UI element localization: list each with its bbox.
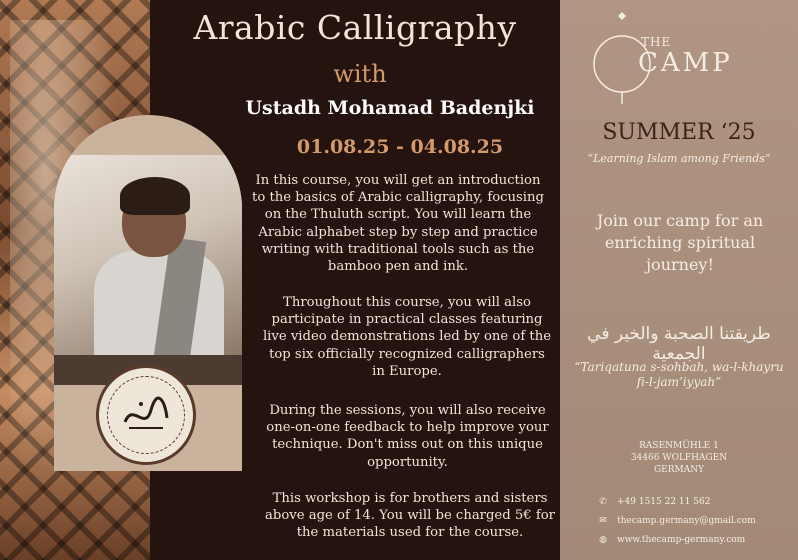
description-paragraph-3: During the sessions, you will also receive one-on-one feedback to help improve your technique. Don't miss out on this unique opportunity.: [266, 403, 549, 470]
website-url: www.thecamp-germany.com: [617, 535, 746, 545]
instructor-photo: [54, 155, 242, 355]
teacher-name: Ustadh Mohamad Badenjki: [245, 97, 535, 119]
whatsapp-icon: ✆: [599, 497, 607, 507]
phone-contact[interactable]: [597, 497, 710, 507]
flyer-title: Arabic Calligraphy: [193, 8, 517, 47]
website-link[interactable]: [597, 535, 745, 545]
mail-icon: ✉: [599, 516, 607, 526]
globe-icon: ◍: [599, 535, 607, 545]
calligraphy-seal-logo: [96, 365, 196, 465]
camp-address: [560, 440, 798, 476]
address-line: GERMANY: [653, 465, 705, 475]
email-contact[interactable]: [597, 516, 756, 526]
join-invitation: Join our camp for an enriching spiritual journey!: [596, 211, 764, 274]
description-paragraph-2: Throughout this course, you will also participate in practical classes featuring live video demonstrations led by one of the top six officially recognized calligraphers in Europe.: [262, 295, 552, 379]
address-line: RASENMÜHLE 1: [639, 441, 719, 451]
with-label: with: [333, 60, 387, 88]
arabic-motto: طريقتنا الصحبة والخير في الجمعية: [587, 324, 771, 364]
phone-number: +49 1515 22 11 562: [617, 497, 711, 507]
address-line: 34466 WOLFHAGEN: [630, 453, 728, 463]
camp-the-label: THE: [641, 35, 672, 49]
camp-name: CAMP: [638, 48, 733, 78]
email-address: thecamp.germany@gmail.com: [617, 516, 756, 526]
description-paragraph-1: In this course, you will get an introduction to the basics of Arabic calligraphy, focusing on the Thuluth script. You will learn the Arabic alphabet step by step and practice writing with traditional tools such as the bamboo pen and ink.: [252, 173, 544, 275]
motto-transliteration: “Tariqatuna s-sohbah, wa-l-khayru fi-l-jam’iyyah”: [574, 360, 784, 389]
season-heading: SUMMER ‘25: [602, 120, 756, 145]
instructor-arch: [54, 115, 242, 471]
description-paragraph-4: This workshop is for brothers and sisters above age of 14. You will be charged 5€ for the materials used for the course.: [265, 491, 555, 541]
course-dates: 01.08.25 - 04.08.25: [296, 136, 504, 158]
camp-tagline: “Learning Islam among Friends”: [587, 152, 771, 165]
